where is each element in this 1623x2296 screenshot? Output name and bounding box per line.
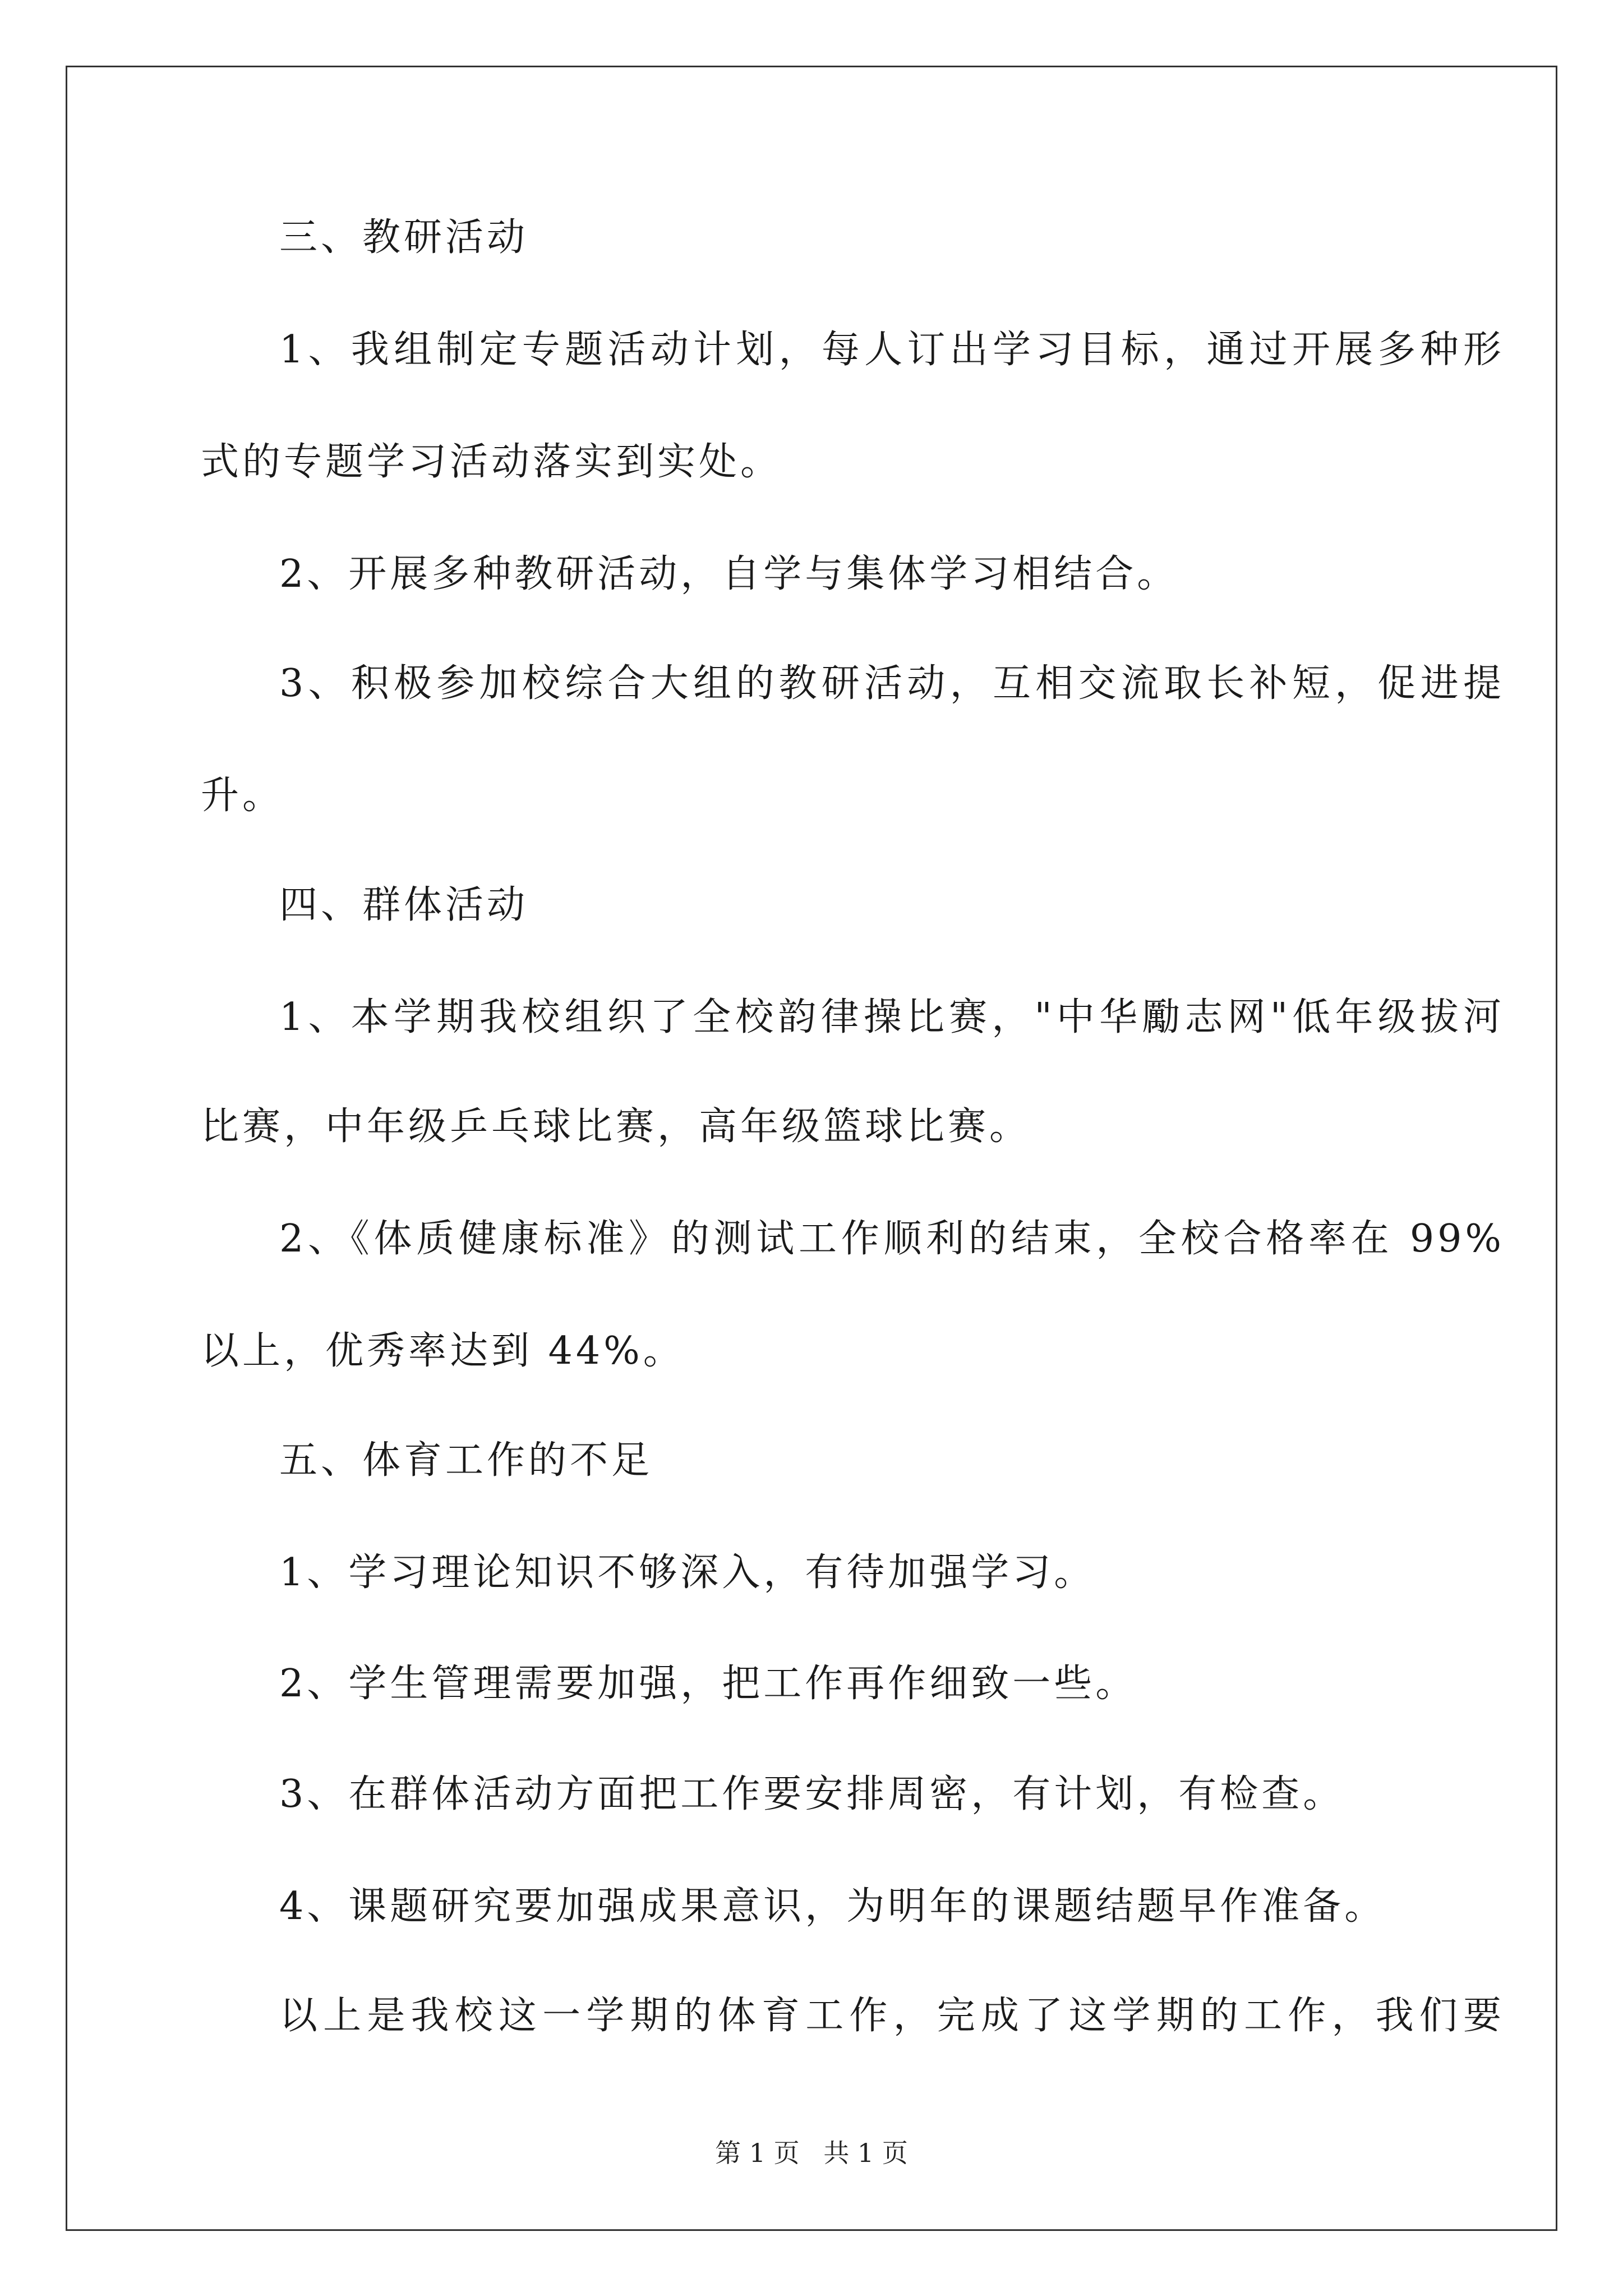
section-heading-shortcomings: 五、体育工作的不足: [279, 1438, 653, 1483]
paragraph-line: 以上是我校这一学期的体育工作，完成了这学期的工作，我们要: [279, 1994, 1505, 2038]
paragraph-line: 1、学习理论知识不够深入，有待加强学习。: [279, 1550, 1096, 1595]
section-heading-group-activities: 四、群体活动: [279, 883, 529, 927]
paragraph-line: 式的专题学习活动落实到实处。: [201, 440, 782, 484]
paragraph-line: 1、我组制定专题活动计划，每人订出学习目标，通过开展多种形: [279, 328, 1505, 372]
total-pages: 共 1 页: [823, 2138, 908, 2168]
paragraph-line: 2、《体质健康标准》的测试工作顺利的结束，全校合格率在 99%: [279, 1217, 1505, 1261]
paragraph-line: 3、在群体活动方面把工作要安排周密，有计划，有检查。: [279, 1772, 1345, 1816]
paragraph-line: 1、本学期我校组织了全校韵律操比赛，"中华勵志网"低年级拔河: [279, 995, 1505, 1039]
page-footer: [0, 2133, 1623, 2170]
paragraph-line: 4、课题研究要加强成果意识，为明年的课题结题早作准备。: [279, 1884, 1386, 1929]
page-number: 第 1 页: [715, 2138, 800, 2168]
paragraph-line: 比赛，中年级乒乓球比赛，高年级篮球比赛。: [201, 1105, 1031, 1149]
paragraph-line: 以上，优秀率达到 44%。: [201, 1329, 685, 1373]
paragraph-line: 升。: [201, 774, 284, 818]
section-heading-teaching-research: 三、教研活动: [279, 215, 529, 260]
paragraph-line: 2、学生管理需要加强，把工作再作细致一些。: [279, 1662, 1137, 1706]
paragraph-line: 3、积极参加校综合大组的教研活动，互相交流取长补短，促进提: [279, 661, 1505, 706]
paragraph-line: 2、开展多种教研活动，自学与集体学习相结合。: [279, 552, 1179, 596]
